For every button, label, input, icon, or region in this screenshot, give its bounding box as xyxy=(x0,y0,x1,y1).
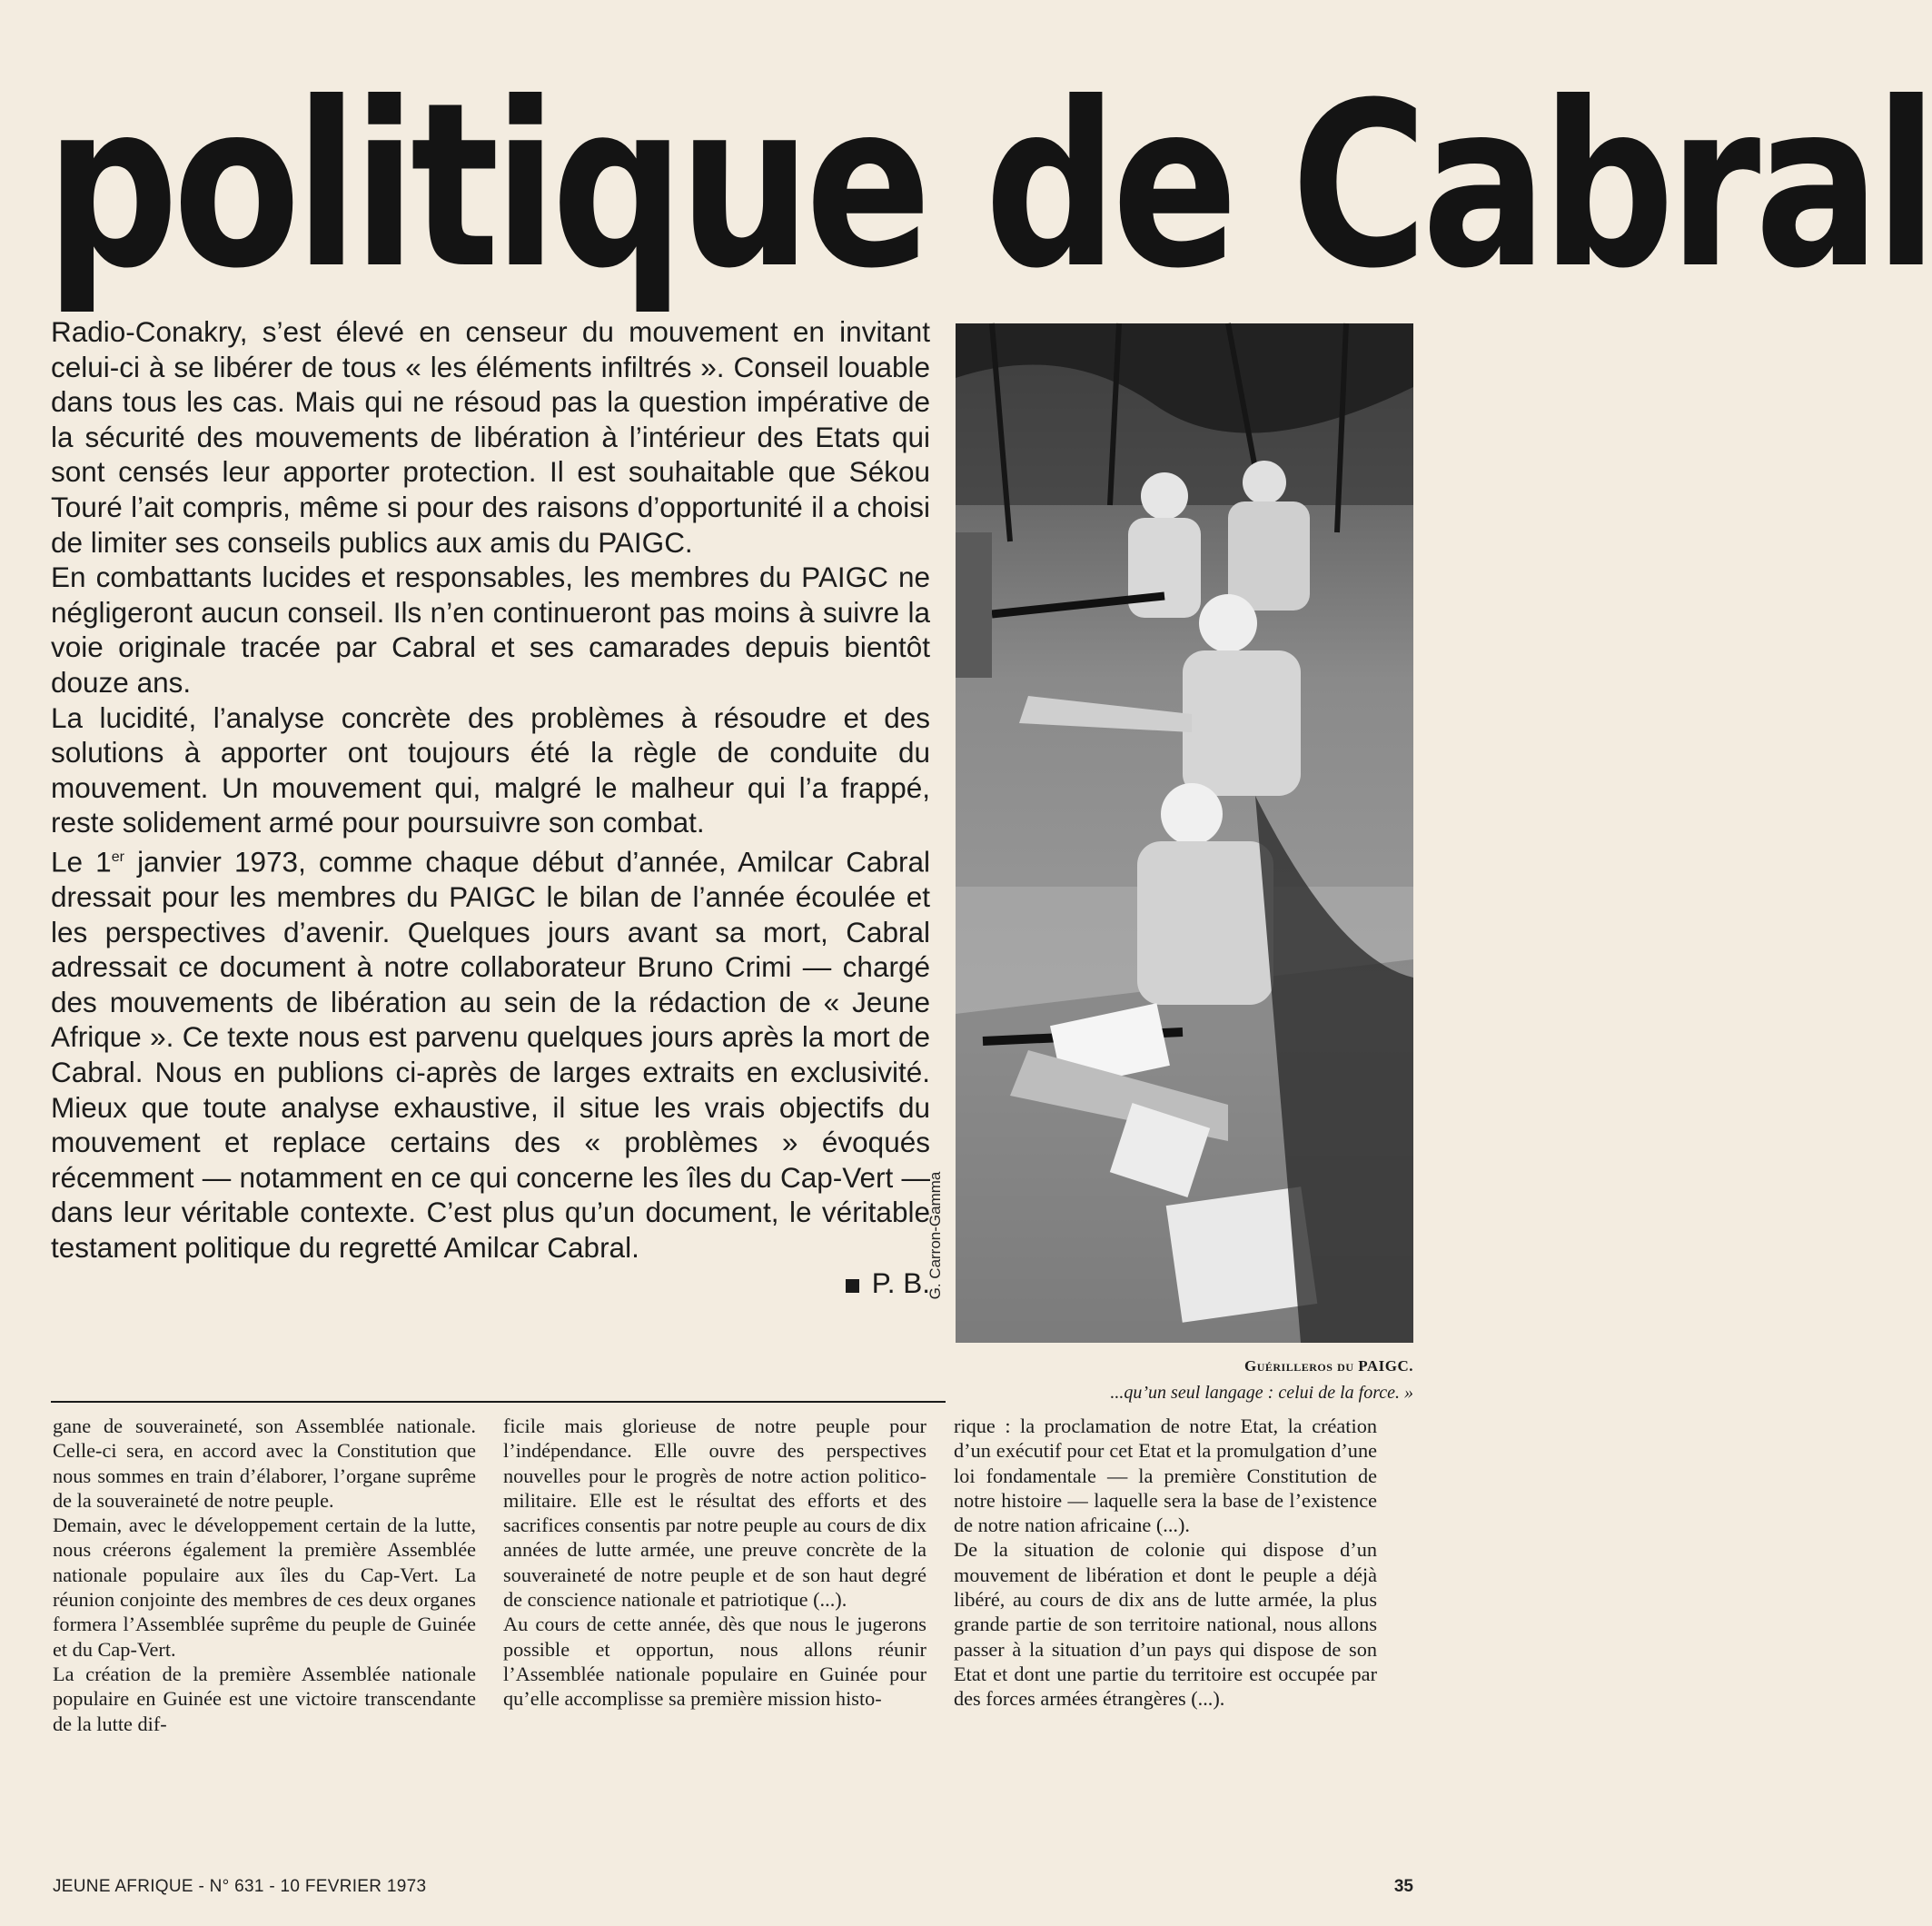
intro-paragraph: Radio-Conakry, s’est élevé en censeur du mouvement en invitant celui-ci à se libérer de tous « les éléments infiltrés ». Conseil louable dans tous les cas. Mais qui ne résoud pas la question impérative de la sécurité des mouvements de libération à l’intérieur des Etats qui sont censés leur apporter protection. Il est souhaitable que Sékou Touré l’ait compris, même si pour des raisons d’opportunité il a choisi de limiter ses conseils publics aux amis du PAIGC. xyxy=(51,315,930,559)
photo-credit xyxy=(917,1127,954,1345)
article-column-1 xyxy=(53,1414,476,1736)
column-paragraph: ficile mais glorieuse de notre peuple pour l’indépendance. Elle ouvre des perspectives nouvelles pour le progrès de notre action politico-militaire. Elle est le résultat des efforts et des sacrifices consentis par notre peuple au cours de dix années de lutte armée, une preuve concrète de la souveraineté de notre peuple et de son haut degré de conscience nationale et patriotique (...). xyxy=(503,1415,926,1612)
headline: politique de Cabral xyxy=(45,54,1932,318)
column-paragraph: De la situation de colonie qui dispose d’un mouvement de libération et dont le peuple a déjà libéré, au cours de dix ans de lutte armée, la plus grande partie de son territoire national, nous allons passer à la situation d’un pays qui dispose de son Etat et dont une partie du territoire est occupée par des forces armées étrangères (...). xyxy=(954,1538,1377,1711)
square-bullet-icon xyxy=(846,1279,859,1293)
intro-last-before: Le 1 xyxy=(51,845,112,879)
article-column-3 xyxy=(954,1414,1377,1712)
intro-paragraph: La lucidité, l’analyse concrète des problèmes à résoudre et des solutions à apporter ont toujours été la règle de conduite du mouvement. Un mouvement qui, malgré le malheur qui l’a frappé, reste solidement armé pour poursuivre son combat. xyxy=(51,700,930,839)
intro-paragraph: En combattants lucides et responsables, les membres du PAIGC ne négligeront aucun conseil. Ils n’en continueront pas moins à suivre la voie originale tracée par Cabral et ses camarades depuis bientôt douze ans. xyxy=(51,561,930,699)
column-paragraph: rique : la proclamation de notre Etat, la création d’un exécutif pour cet Etat et la promulgation d’une loi fondamentale — la première Constitution de notre histoire — laquelle sera la base de l’existence de notre nation africaine (...). xyxy=(954,1415,1377,1537)
guerrilla-photo xyxy=(956,323,1413,1343)
intro-text xyxy=(51,314,930,1300)
page-number: 35 xyxy=(1393,1877,1413,1896)
intro-last-after: janvier 1973, comme chaque début d’année, Amilcar Cabral dressait pour les membres du PAIGC le bilan de l’année écoulée et les perspectives d’avenir. Quelques jours avant sa mort, Cabral adressait ce document à notre collaborateur Bruno Crimi — chargé des mouvements de libération au sein de la rédaction de « Jeune Afrique ». Ce texte nous est parvenu quelques jours après la mort de Cabral. Nous en publions ci-après de larges extraits en exclusivité. Mieux que toute analyse exhaustive, il situe les vrais objectifs du mouvement et replace certains des « problèmes » évoqués récemment — notamment en ce qui concerne les îles du Cap-Vert — dans leur véritable contexte. C’est plus qu’un document, le véritable testament politique du regretté Amilcar Cabral. xyxy=(51,845,931,1264)
ordinal-suffix: er xyxy=(111,849,124,865)
column-paragraph: La création de la première Assemblée nationale populaire en Guinée est une victoire transcendante de la lutte dif- xyxy=(53,1662,476,1735)
author-signature xyxy=(51,1266,930,1301)
photo-caption-title: Guérilleros du PAIGC. xyxy=(1243,1357,1413,1375)
photo-caption-quote: ...qu’un seul langage : celui de la force. » xyxy=(1110,1383,1413,1403)
photo-illustration xyxy=(956,323,1413,1343)
column-paragraph: Demain, avec le développement certain de la lutte, nous créerons également la première Assemblée nationale populaire aux îles du Cap-Vert. La réunion conjointe des membres de ces deux organes formera l’Assemblée suprême du peuple de Guinée et du Cap-Vert. xyxy=(53,1514,476,1661)
column-paragraph: Au cours de cette année, dès que nous le jugerons possible et opportun, nous allons réunir l’Assemblée nationale populaire en Guinée pour qu’elle accomplisse sa première mission histo- xyxy=(503,1613,926,1711)
intro-paragraph-last xyxy=(51,840,930,1266)
section-divider xyxy=(51,1401,946,1403)
signature-text: P. B. xyxy=(871,1266,930,1299)
column-paragraph: gane de souveraineté, son Assemblée nationale. Celle-ci sera, en accord avec la Constitution que nous sommes en train d’élaborer, l’organe suprême de la souveraineté de notre peuple. xyxy=(53,1415,476,1512)
publication-footer: JEUNE AFRIQUE - N° 631 - 10 FEVRIER 1973 xyxy=(53,1877,427,1896)
article-column-2 xyxy=(503,1414,926,1712)
photo-credit-text: G. Carron-Gamma xyxy=(926,1171,944,1300)
